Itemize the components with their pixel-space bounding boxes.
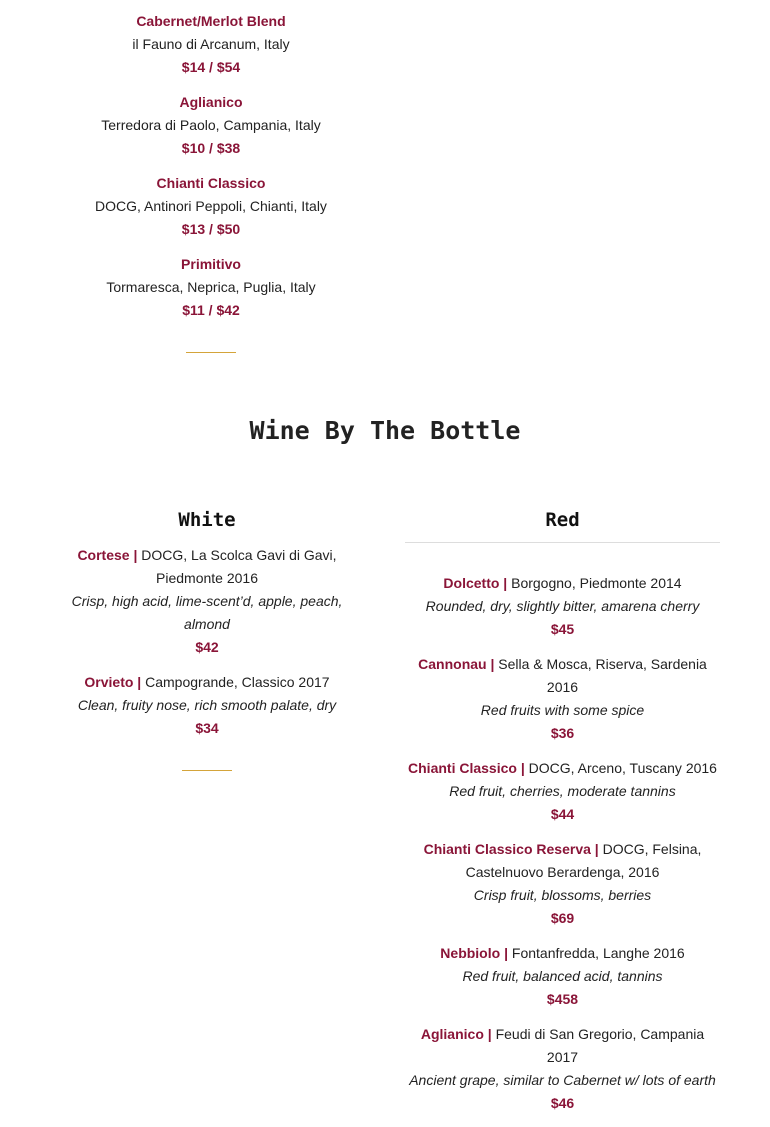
wine-producer: Sella & Mosca, Riserva, Sardenia 2016	[498, 656, 707, 695]
wine-line	[405, 653, 720, 699]
wine-producer: il Fauno di Arcanum, Italy	[132, 36, 290, 52]
tasting-notes: Crisp, high acid, lime-scent’d, apple, peach, almond	[71, 593, 343, 632]
bottle-item-dolcetto	[405, 572, 720, 641]
tasting-notes: Red fruits with some spice	[480, 702, 645, 718]
wine-line	[62, 671, 352, 694]
wine-price: $69	[550, 910, 575, 926]
tasting-notes: Rounded, dry, slightly bitter, amarena cherry	[425, 598, 700, 614]
glass-item-primitivo	[52, 253, 370, 322]
wine-price: $10 / $38	[181, 140, 241, 156]
wine-price: $45	[550, 621, 575, 637]
bottle-item-nebbiolo	[405, 942, 720, 1011]
glass-item-aglianico	[52, 91, 370, 160]
wine-price: $36	[550, 725, 575, 741]
bottle-item-chianti-reserva	[405, 838, 720, 930]
wine-price: $46	[550, 1095, 575, 1111]
wine-name: Cabernet/Merlot Blend	[136, 13, 286, 29]
bottle-item-cannonau	[405, 653, 720, 745]
wine-name: Chianti Classico Reserva |	[423, 841, 599, 857]
bottle-item-cortese	[62, 544, 352, 659]
wine-line	[405, 757, 720, 780]
wine-price: $44	[550, 806, 575, 822]
wine-line	[62, 544, 352, 590]
wine-price: $42	[195, 639, 219, 655]
tasting-notes: Ancient grape, similar to Cabernet w/ lots of earth	[409, 1072, 716, 1088]
wine-producer: Borgogno, Piedmonte 2014	[511, 575, 682, 591]
wine-name: Orvieto |	[84, 674, 142, 690]
wine-producer: Fontanfredda, Langhe 2016	[511, 945, 685, 961]
wine-line	[405, 838, 720, 884]
wine-line	[405, 572, 720, 595]
glass-item-chianti	[52, 172, 370, 241]
wine-price: $13 / $50	[181, 221, 241, 237]
wine-price: $34	[195, 720, 219, 736]
wine-producer: DOCG, Antinori Peppoli, Chianti, Italy	[95, 198, 327, 214]
wine-name: Primitivo	[181, 256, 241, 272]
tasting-notes: Red fruit, balanced acid, tannins	[462, 968, 663, 984]
wine-producer: Feudi di San Gregorio, Campania 2017	[495, 1026, 705, 1065]
wine-name: Cannonau |	[418, 656, 495, 672]
column-heading-white: White	[178, 509, 236, 531]
wine-producer: Tormaresca, Neprica, Puglia, Italy	[106, 279, 316, 295]
bottle-item-chianti-classico	[405, 757, 720, 826]
glass-item-cabernet	[52, 10, 370, 79]
wine-price: $11 / $42	[182, 302, 240, 318]
tasting-notes: Crisp fruit, blossoms, berries	[473, 887, 652, 903]
section-title: Wine By The Bottle	[249, 416, 521, 445]
wine-name: Chianti Classico |	[408, 760, 525, 776]
wine-producer: Campogrande, Classico 2017	[145, 674, 330, 690]
wine-producer: DOCG, La Scolca Gavi di Gavi, Piedmonte 2016	[141, 547, 337, 586]
wine-name: Aglianico	[179, 94, 243, 110]
tasting-notes: Clean, fruity nose, rich smooth palate, dry	[77, 697, 337, 713]
wine-name: Dolcetto |	[443, 575, 508, 591]
section-divider	[186, 352, 236, 353]
column-heading-red: Red	[405, 506, 720, 543]
wine-name: Cortese |	[77, 547, 138, 563]
wine-producer: DOCG, Felsina, Castelnuovo Berardenga, 2016	[465, 841, 702, 880]
by-the-glass-list	[52, 10, 370, 353]
red-wine-column	[405, 506, 720, 1127]
wine-producer: DOCG, Arceno, Tuscany 2016	[528, 760, 717, 776]
wine-price: $458	[546, 991, 579, 1007]
bottle-item-aglianico	[405, 1023, 720, 1115]
tasting-notes: Red fruit, cherries, moderate tannins	[449, 783, 676, 799]
wine-line	[405, 1023, 720, 1069]
white-wine-column	[62, 506, 352, 771]
wine-name: Nebbiolo |	[440, 945, 508, 961]
section-divider	[182, 770, 232, 771]
wine-name: Aglianico |	[420, 1026, 492, 1042]
wine-name: Chianti Classico	[156, 175, 266, 191]
wine-producer: Terredora di Paolo, Campania, Italy	[101, 117, 321, 133]
wine-line	[405, 942, 720, 965]
wine-price: $14 / $54	[181, 59, 241, 75]
bottle-item-orvieto	[62, 671, 352, 740]
